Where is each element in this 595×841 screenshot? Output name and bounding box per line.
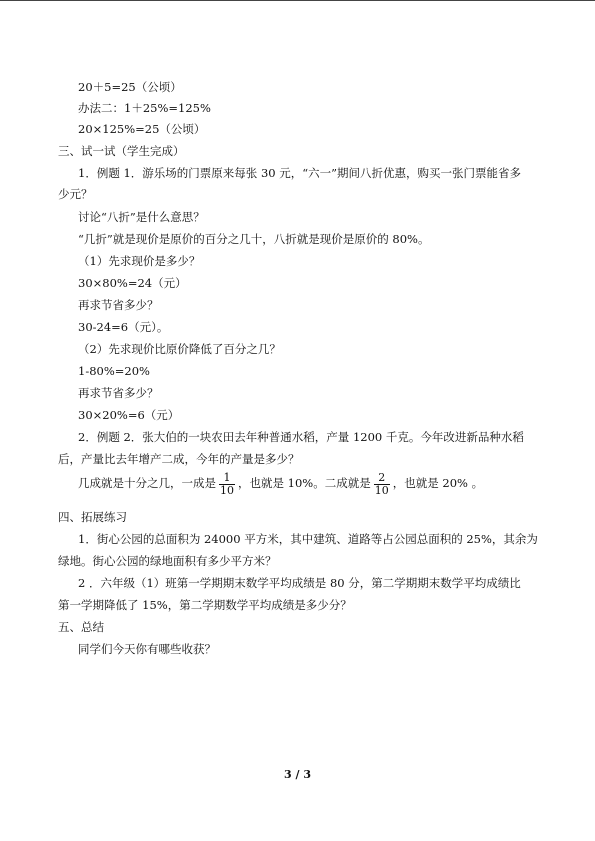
text-line: 再求节省多少？ — [78, 386, 159, 400]
section-heading: 五、总结 — [58, 620, 104, 634]
text-line: 绿地。街心公园的绿地面积有多少平方米？ — [58, 554, 277, 568]
section-heading: 三、试一试（学生完成） — [58, 144, 185, 158]
fraction-denominator: 10 — [220, 483, 234, 497]
text-line: 2 ．六年级（1）班第一学期期末数学平均成绩是 80 分，第二学期期末数学平均成绩比 — [78, 576, 521, 590]
fraction-text-part: ，也就是 10%。二成就是 — [238, 476, 371, 490]
fraction-text-part: 几成就是十分之几，一成是 — [78, 476, 216, 490]
text-line: （1）先求现价是多少？ — [78, 254, 201, 268]
text-line: 1．例题 1．游乐场的门票原来每张 30 元，“六一”期间八折优惠，购买一张门票能省多 — [78, 166, 521, 180]
fraction-numerator: 2 — [374, 472, 390, 485]
text-line: “几折”就是现价是原价的百分之几十，八折就是现价是原价的 80%。 — [78, 232, 430, 246]
text-line: 后，产量比去年增产二成，今年的产量是多少？ — [58, 452, 300, 466]
text-line: （2）先求现价比原价降低了百分之几？ — [78, 342, 281, 356]
text-line: 30×80%=24（元） — [78, 276, 187, 290]
text-line: 讨论“八折”是什么意思？ — [78, 210, 205, 224]
fraction-denominator: 10 — [374, 483, 389, 497]
text-line: 少元？ — [58, 187, 93, 201]
text-line: 1．街心公园的总面积为 24000 平方米，其中建筑、道路等占公园总面积的 25%，其余为 — [78, 532, 538, 546]
text-line: 20＋5=25（公顷） — [78, 80, 182, 94]
fraction-numerator: 1 — [219, 472, 235, 485]
fraction-two-tenths — [374, 472, 390, 497]
fraction-text-part: ，也就是 20% 。 — [392, 476, 484, 490]
text-line: 20×125%=25（公顷） — [78, 122, 206, 136]
fraction-one-tenth — [219, 472, 235, 497]
text-line: 1-80%=20% — [78, 364, 150, 378]
fraction-text-line — [78, 470, 483, 497]
text-line: 办法二：1＋25%=125% — [78, 101, 211, 115]
section-heading: 四、拓展练习 — [58, 510, 127, 524]
text-line: 30×20%=6（元） — [78, 408, 180, 422]
text-line: 同学们今天你有哪些收获？ — [78, 642, 216, 656]
page-number: 3 / 3 — [284, 768, 311, 781]
text-line: 30-24=6（元）。 — [78, 320, 169, 334]
text-line: 第一学期降低了 15%，第二学期数学平均成绩是多少分？ — [58, 598, 352, 612]
text-line: 2．例题 2．张大伯的一块农田去年种普通水稻，产量 1200 千克。今年改进新品种水稻 — [78, 430, 524, 444]
text-line: 再求节省多少？ — [78, 298, 159, 312]
page-top-border — [0, 0, 595, 1]
